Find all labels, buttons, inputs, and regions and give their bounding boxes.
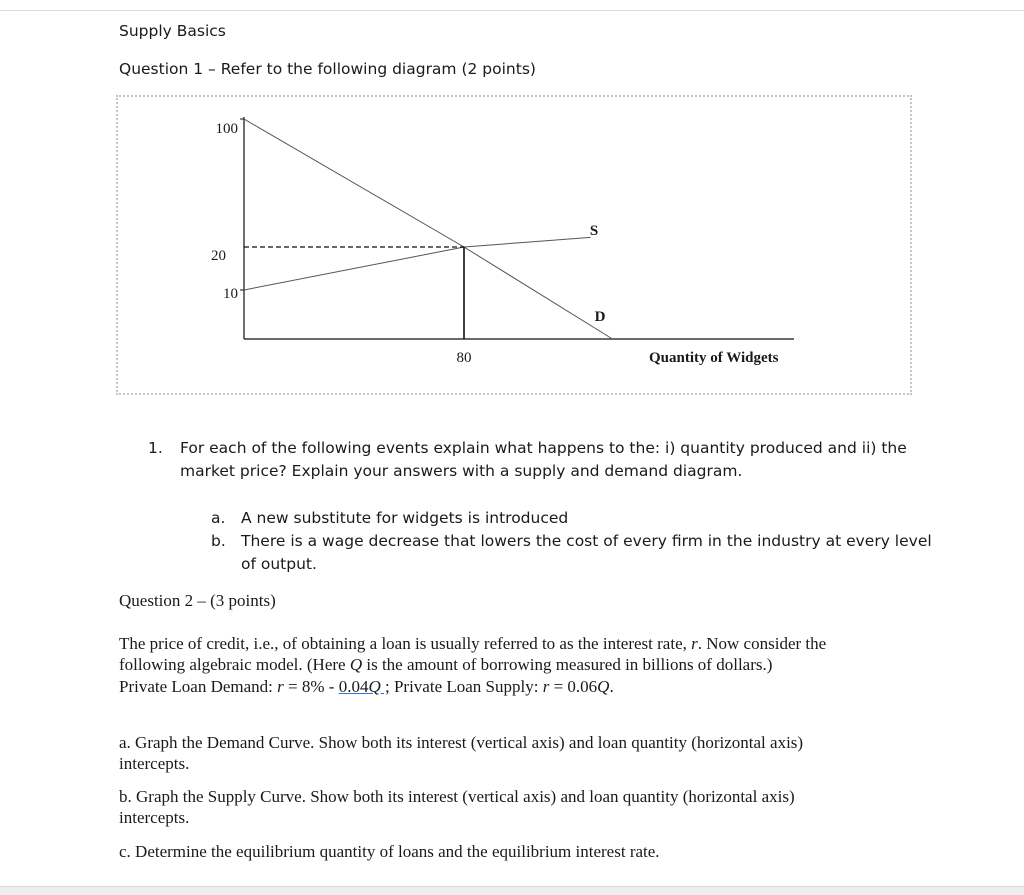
part-a-line2: intercepts. — [119, 754, 190, 773]
text-span: . Now consider the — [697, 634, 827, 653]
part-a-line1: a. Graph the Demand Curve. Show both its interest (vertical axis) and loan quantity (horizontal axis) — [119, 733, 804, 752]
text-span: following algebraic model. (Here — [119, 655, 350, 674]
text-span: Private Loan Demand: — [119, 677, 278, 696]
demand-curve — [244, 119, 613, 339]
item-text-line1: For each of the following events explain what happens to the: i) quantity produced and ii) the — [180, 439, 907, 457]
page-top-edge — [0, 0, 1024, 11]
part-c: c. Determine the equilibrium quantity of loans and the equilibrium interest rate. — [119, 842, 660, 861]
part-b-line2: intercepts. — [119, 808, 190, 827]
question2-para-line3 — [119, 677, 614, 697]
question2-para-line2 — [119, 655, 772, 675]
x-axis-label: Quantity of Widgets — [649, 350, 779, 366]
question2-para-line1 — [119, 634, 826, 654]
supply-demand-chart — [118, 97, 910, 393]
sub-b-line2: of output. — [241, 555, 317, 573]
text-span: The price of credit, i.e., of obtaining a loan is usually referred to as the interest rate, — [119, 634, 692, 653]
text-span: Private Loan Supply: — [389, 677, 543, 696]
question1-heading: Question 1 – Refer to the following diagram (2 points) — [119, 60, 536, 78]
demand-curve-label: D — [594, 309, 606, 325]
sub-b-line1: There is a wage decrease that lowers the cost of every firm in the industry at every level — [241, 532, 932, 550]
question2-heading: Question 2 – (3 points) — [119, 591, 276, 610]
item-text-line2: market price? Explain your answers with a supply and demand diagram. — [180, 462, 743, 480]
sub-b-marker: b. — [211, 532, 226, 550]
math-var: Q — [368, 677, 381, 696]
x-tick-label: 80 — [456, 350, 472, 366]
y-tick-label: 10 — [223, 286, 238, 302]
section-title: Supply Basics — [119, 22, 226, 40]
math-var: r — [691, 634, 698, 653]
text-span: ; — [380, 677, 390, 696]
text-span: = 0.06 — [549, 677, 598, 696]
math-var: Q — [597, 677, 610, 696]
part-b-line1: b. Graph the Supply Curve. Show both its interest (vertical axis) and loan quantity (horizontal axis) — [119, 787, 795, 806]
math-var: r — [542, 677, 550, 696]
sub-a-text: A new substitute for widgets is introduced — [241, 509, 569, 527]
y-tick-label: 100 — [215, 121, 238, 137]
supply-curve-label: S — [589, 223, 599, 239]
supply-demand-diagram — [116, 95, 912, 395]
text-span: . — [609, 677, 614, 696]
demand-formula-term — [339, 677, 390, 696]
math-var: r — [277, 677, 284, 696]
text-span: is the amount of borrowing measured in billions of dollars.) — [362, 655, 773, 674]
y-tick-label: 20 — [211, 248, 226, 264]
text-span: 0.04 — [338, 677, 369, 696]
sub-a-marker: a. — [211, 509, 226, 527]
math-var: Q — [349, 655, 363, 674]
item-number: 1. — [148, 439, 163, 457]
text-span: = 8% - — [283, 677, 339, 696]
supply-curve — [244, 237, 591, 290]
